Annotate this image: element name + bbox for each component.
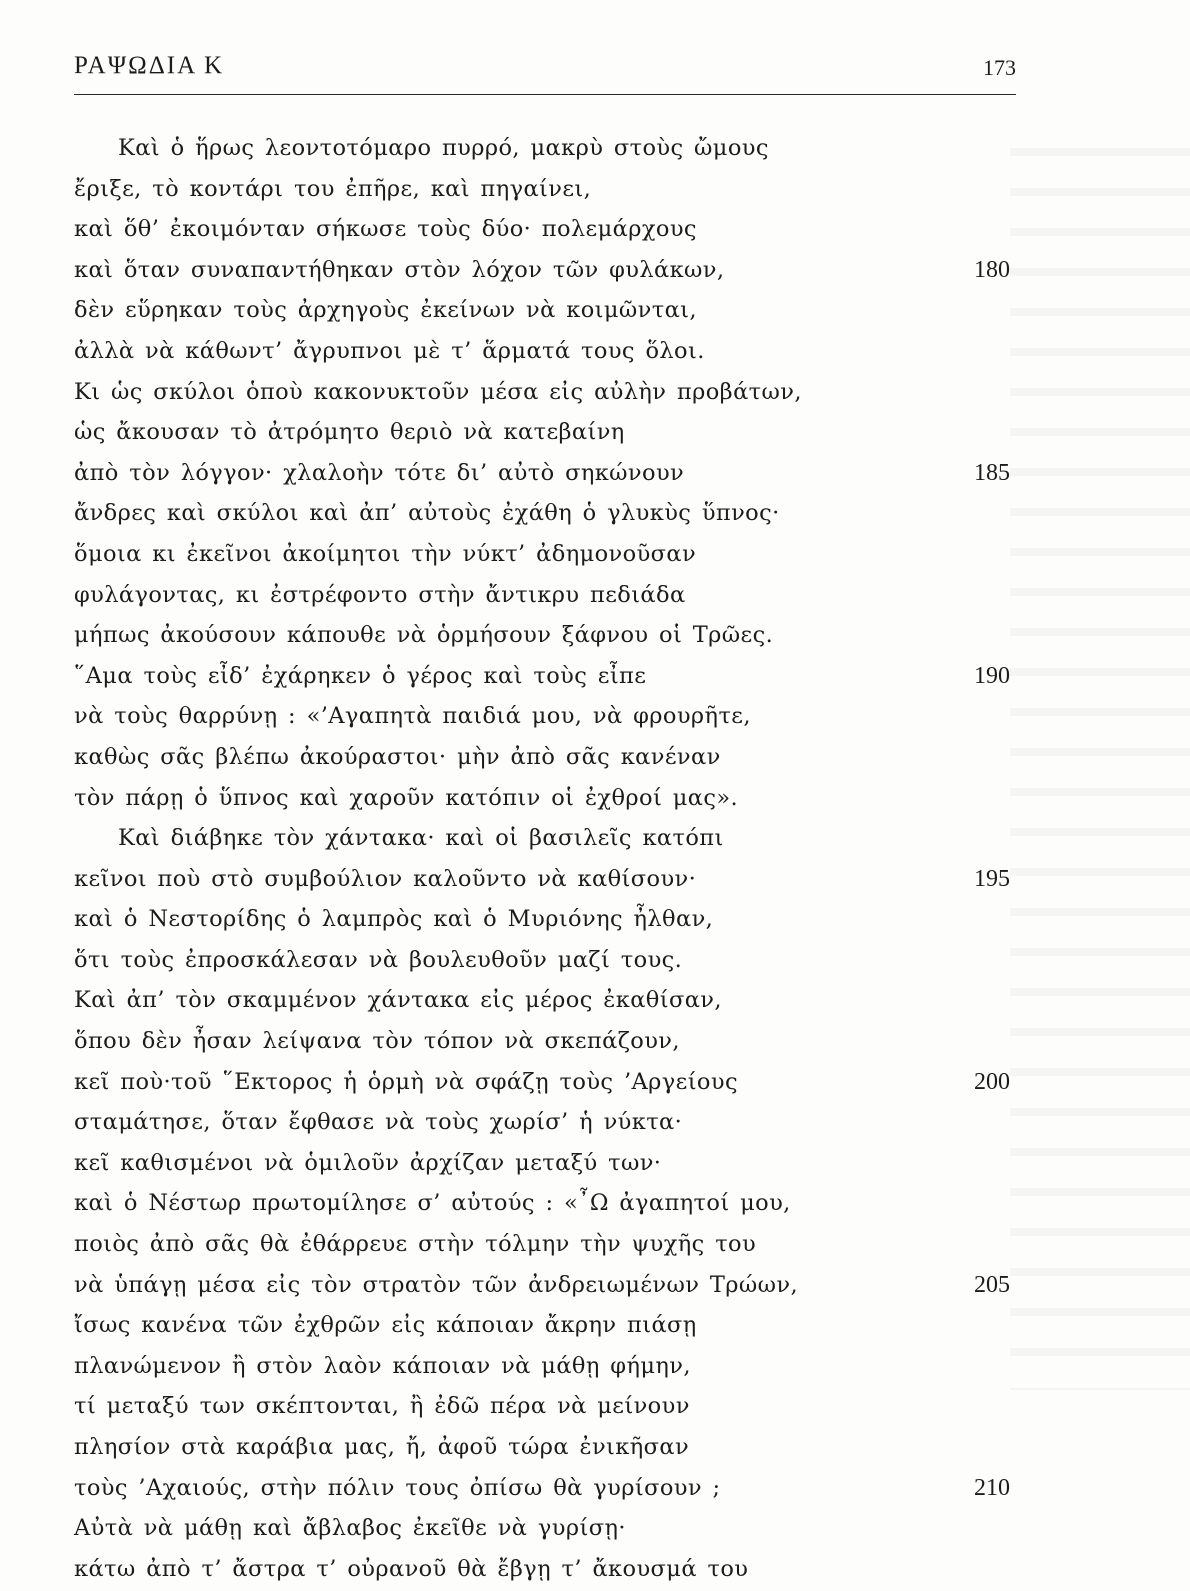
verse-line [74,1021,1016,1062]
verse-line [74,1305,1016,1346]
verse-text: ὅπου δὲν ἦσαν λείψανα τὸν τόπον νὰ σκεπάζουν, [74,1028,680,1055]
verse-line [74,696,1016,737]
verse-text: καὶ ὁ Νέστωρ πρωτομίλησε σ’ αὐτούς : «῏Ω ἀγαπητοί μου, [74,1190,791,1217]
header-rule [74,94,1016,95]
verse-text: ἀπὸ τὸν λόγγον· χλαλοὴν τότε δι’ αὐτὸ σηκώνουν [74,459,685,486]
verse-text: καὶ ὅθ’ ἐκοιμόνταν σήκωσε τοὺς δύο· πολεμάρχους [74,216,697,243]
verse-line [74,1508,1016,1549]
verse-line [74,575,1016,616]
verse-text: τοὺς ’Αχαιούς, στὴν πόλιν τους ὀπίσω θὰ γυρίσουν ; [74,1474,721,1501]
verse-line [74,169,1016,210]
verse-line [74,899,1016,940]
verse-text: Κι ὡς σκύλοι ὁποὺ κακονυκτοῦν μέσα εἰς αὐλὴν προβάτων, [74,378,802,405]
verse-line [74,1143,1016,1184]
verse-text: ἔριξε, τὸ κοντάρι του ἐπῆρε, καὶ πηγαίνει, [74,175,592,202]
verse-line [74,940,1016,981]
running-head: ΡΑΨΩΔΙΑ Κ [74,52,225,79]
verse-line [74,656,1016,697]
verse-text: κεῖ ποὺ·τοῦ ῞Εκτορος ἡ ὁρμὴ νὰ σφάζῃ τοὺς ’Αργείους [74,1068,738,1095]
verse-line [74,128,1016,169]
verse-line [74,1468,1016,1509]
verse-text: κάτω ἀπὸ τ’ ἄστρα τ’ οὐρανοῦ θὰ ἔβγῃ τ’ ἄκουσμά του [74,1555,749,1582]
line-number: 185 [974,459,1010,486]
verse-text: καθὼς σᾶς βλέπω ἀκούραστοι· μὴν ἀπὸ σᾶς κανέναν [74,743,721,770]
verse-line [74,1102,1016,1143]
verse-text: Αὐτὰ νὰ μάθῃ καὶ ἄβλαβος ἐκεῖθε νὰ γυρίσῃ· [74,1515,626,1542]
verse-line [74,778,1016,819]
verse-line [74,290,1016,331]
verse-line [74,412,1016,453]
verse-line [74,493,1016,534]
verse-text: Καὶ διάβηκε τὸν χάντακα· καὶ οἱ βασιλεῖς κατόπι [118,825,724,852]
verse-line [74,209,1016,250]
verse-text: ὡς ἄκουσαν τὸ ἀτρόμητο θεριὸ νὰ κατεβαίνη [74,419,625,446]
verse-text: ἀλλὰ νὰ κάθωντ’ ἄγρυπνοι μὲ τ’ ἅρματά τους ὅλοι. [74,337,705,364]
verse-line [74,737,1016,778]
line-number: 205 [974,1271,1010,1298]
line-number: 210 [974,1474,1010,1501]
page-number: 173 [983,55,1016,80]
verse-line [74,453,1016,494]
verse-text: καὶ ὅταν συναπαντήθηκαν στὸν λόχον τῶν φυλάκων, [74,256,725,283]
verse-line [74,1346,1016,1387]
verse-text: ῞Αμα τοὺς εἶδ’ ἐχάρηκεν ὁ γέρος καὶ τοὺς εἶπε [74,662,647,689]
verse-text: μήπως ἀκούσουν κάπουθε νὰ ὁρμήσουν ξάφνου οἱ Τρῶες. [74,622,774,649]
verse-line [74,1183,1016,1224]
verse-text: ὅτι τοὺς ἐπροσκάλεσαν νὰ βουλευθοῦν μαζί τους. [74,946,683,973]
verse-line [74,615,1016,656]
verse-text: τί μεταξύ των σκέπτονται, ἢ ἐδῶ πέρα νὰ μείνουν [74,1393,690,1420]
verse-line [74,1062,1016,1103]
verse-text: πλησίον στὰ καράβια μας, ἤ, ἀφοῦ τώρα ἐνικῆσαν [74,1434,690,1460]
verse-text: ἴσως κανένα τῶν ἐχθρῶν εἰς κάποιαν ἄκρην πιάσῃ [74,1312,697,1339]
verse-text: Καὶ ὁ ἥρως λεοντοτόμαρο πυρρό, μακρὺ στοὺς ὤμους [118,135,769,161]
show-through-texture [1010,130,1190,1390]
verse-line [74,1427,1016,1468]
verse-text: ὅμοια κι ἐκεῖνοι ἀκοίμητοι τὴν νύκτ’ ἀδημονοῦσαν [74,540,697,567]
verse-line [74,1224,1016,1265]
verse-text: τὸν πάρῃ ὁ ὕπνος καὶ χαροῦν κατόπιν οἱ ἐχθροί μας». [74,784,739,811]
verse-text: σταμάτησε, ὅταν ἔφθασε νὰ τοὺς χωρίσ’ ἡ νύκτα· [74,1109,683,1136]
verse-text: φυλάγοντας, κι ἐστρέφοντο στὴν ἄντικρυ πεδιάδα [74,581,686,608]
verse-text: δὲν εὕρηκαν τοὺς ἀρχηγοὺς ἐκείνων νὰ κοιμῶνται, [74,297,697,324]
verse-line [74,1265,1016,1306]
verse-text: ποιὸς ἀπὸ σᾶς θὰ ἐθάρρευε στὴν τόλμην τὴν ψυχῆς του [74,1231,757,1258]
line-number: 180 [974,256,1010,283]
verse-block [74,128,1016,1589]
verse-line [74,1386,1016,1427]
verse-text: ἄνδρες καὶ σκύλοι καὶ ἀπ’ αὐτοὺς ἐχάθη ὁ γλυκὺς ὕπνος· [74,500,780,527]
verse-line [74,859,1016,900]
verse-line [74,250,1016,291]
verse-line [74,331,1016,372]
verse-text: κεῖνοι ποὺ στὸ συμβούλιον καλοῦντο νὰ καθίσουν· [74,865,697,892]
verse-text: πλανώμενον ἢ στὸν λαὸν κάποιαν νὰ μάθῃ φήμην, [74,1352,691,1379]
verse-text: κεῖ καθισμένοι νὰ ὁμιλοῦν ἀρχίζαν μεταξύ των· [74,1149,662,1176]
verse-text: νὰ ὑπάγῃ μέσα εἰς τὸν στρατὸν τῶν ἀνδρειωμένων Τρώων, [74,1271,799,1298]
verse-line [74,818,1016,859]
verse-text: νὰ τοὺς θαρρύνῃ : «’Αγαπητὰ παιδιά μου, νὰ φρουρῆτε, [74,703,751,730]
verse-text: καὶ ὁ Νεστορίδης ὁ λαμπρὸς καὶ ὁ Μυριόνης ἦλθαν, [74,906,714,933]
verse-line [74,372,1016,413]
line-number: 200 [974,1068,1010,1095]
verse-line [74,534,1016,575]
verse-text: Καὶ ἀπ’ τὸν σκαμμένον χάντακα εἰς μέρος ἐκαθίσαν, [74,987,722,1014]
line-number: 195 [974,865,1010,892]
line-number: 190 [974,662,1010,689]
verse-line [74,980,1016,1021]
verse-line [74,1549,1016,1590]
